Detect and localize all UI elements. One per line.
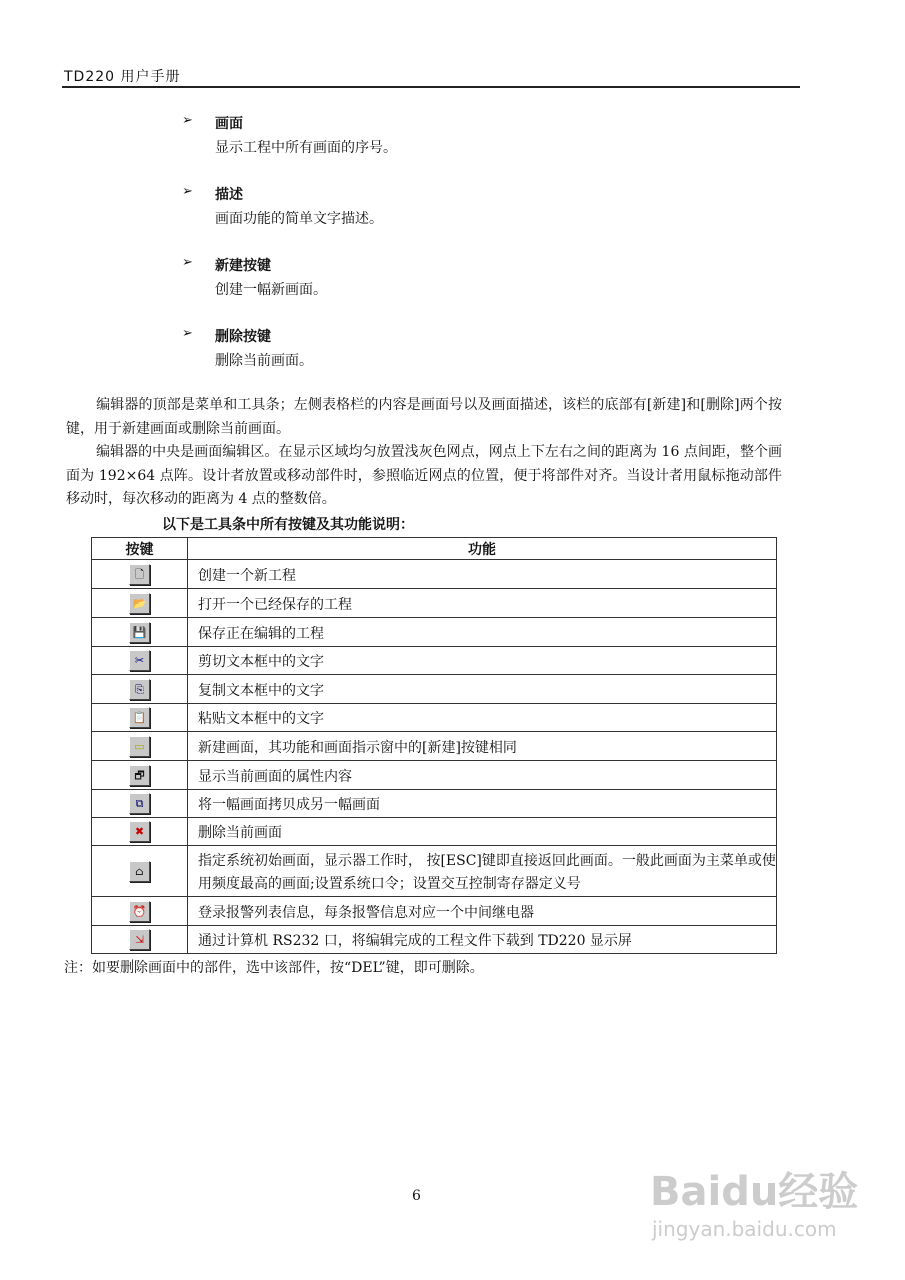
function-cell: 复制文本框中的文字 xyxy=(188,675,777,704)
table-caption: 以下是工具条中所有按键及其功能说明： xyxy=(162,517,414,533)
function-cell: 登录报警列表信息，每条报警信息对应一个中间继电器 xyxy=(188,897,777,926)
scissors-icon: ✂ xyxy=(129,650,150,671)
page-number: 6 xyxy=(412,1188,421,1204)
home-icon: ⌂ xyxy=(129,861,150,882)
baidu-watermark xyxy=(650,1160,858,1241)
function-cell: 创建一个新工程 xyxy=(188,560,777,589)
key-cell xyxy=(92,732,188,761)
header-rule xyxy=(62,86,800,88)
table-row xyxy=(92,704,777,732)
table-row xyxy=(92,926,777,954)
copy-icon: ⎘ xyxy=(129,679,150,700)
new-file-icon: 🗋 xyxy=(129,564,150,585)
key-cell xyxy=(92,926,188,954)
key-cell xyxy=(92,846,188,897)
watermark-url: jingyan.baidu.com xyxy=(652,1217,837,1241)
new-screen-icon: ▭ xyxy=(129,736,150,757)
table-row xyxy=(92,846,777,897)
function-cell: 将一幅画面拷贝成另一幅画面 xyxy=(188,790,777,818)
table-row xyxy=(92,647,777,675)
key-cell xyxy=(92,897,188,926)
paragraph-text: 编辑器的中央是画面编辑区。在显示区域均匀放置浅灰色网点，网点上下左右之间的距离为 16 点间距，整个画面为 192×64 点阵。设计者放置或移动部件时，参照临近网点的位置，便于将部件对齐。当设计者用鼠标拖动部件移动时，每次移动的距离为 4 点的整数倍。 xyxy=(66,444,782,507)
key-cell xyxy=(92,818,188,846)
table-row xyxy=(92,618,777,647)
bullet-desc: 创建一幅新画面。 xyxy=(215,282,327,298)
function-cell: 剪切文本框中的文字 xyxy=(188,647,777,675)
table-row xyxy=(92,818,777,846)
note: 注：如要删除画面中的部件，选中该部件，按“DEL”键，即可删除。 xyxy=(64,960,484,976)
table-row xyxy=(92,790,777,818)
table-row xyxy=(92,732,777,761)
function-cell: 显示当前画面的属性内容 xyxy=(188,761,777,790)
alarm-clock-icon: ⏰ xyxy=(129,901,150,922)
paste-icon: 📋 xyxy=(129,707,150,728)
table-row xyxy=(92,761,777,790)
bullet-arrow-icon: ➢ xyxy=(182,326,193,341)
paragraph-1 xyxy=(66,394,782,441)
properties-icon: 🗗 xyxy=(129,765,150,786)
watermark-brand: Baidu经验 xyxy=(650,1169,859,1215)
function-cell: 删除当前画面 xyxy=(188,818,777,846)
open-folder-icon: 📂 xyxy=(129,593,150,614)
key-cell xyxy=(92,589,188,618)
key-cell xyxy=(92,560,188,589)
function-cell: 保存正在编辑的工程 xyxy=(188,618,777,647)
table-row xyxy=(92,589,777,618)
bullet-title: 画面 xyxy=(215,116,243,132)
function-cell: 指定系统初始画面，显示器工作时， 按[ESC]键即直接返回此画面。一般此画面为主菜单或使用频度最高的画面;设置系统口令；设置交互控制寄存器定义号 xyxy=(188,846,777,897)
header-key: 按键 xyxy=(92,538,188,560)
function-cell: 打开一个已经保存的工程 xyxy=(188,589,777,618)
key-cell xyxy=(92,618,188,647)
function-cell: 粘贴文本框中的文字 xyxy=(188,704,777,732)
function-cell: 通过计算机 RS232 口，将编辑完成的工程文件下载到 TD220 显示屏 xyxy=(188,926,777,954)
paragraph-2 xyxy=(66,441,782,512)
table-row xyxy=(92,560,777,589)
bullet-arrow-icon: ➢ xyxy=(182,184,193,199)
bullet-title: 删除按键 xyxy=(215,329,271,345)
paragraph-text: 编辑器的顶部是菜单和工具条；左侧表格栏的内容是画面号以及画面描述，该栏的底部有[新建]和[删除]两个按键，用于新建画面或删除当前画面。 xyxy=(66,397,782,437)
table-row xyxy=(92,897,777,926)
bullet-desc: 画面功能的简单文字描述。 xyxy=(215,211,383,227)
bullet-arrow-icon: ➢ xyxy=(182,113,193,128)
copy-screen-icon: ⧉ xyxy=(129,793,150,814)
bullet-title: 描述 xyxy=(215,187,243,203)
header-function: 功能 xyxy=(188,538,777,560)
bullet-arrow-icon: ➢ xyxy=(182,255,193,270)
save-disk-icon: 💾 xyxy=(129,622,150,643)
delete-screen-icon: ✖ xyxy=(129,821,150,842)
running-header: TD220 用户手册 xyxy=(64,69,181,85)
key-cell xyxy=(92,704,188,732)
function-cell: 新建画面，其功能和画面指示窗中的[新建]按键相同 xyxy=(188,732,777,761)
key-cell xyxy=(92,761,188,790)
download-icon: ⇲ xyxy=(129,929,150,950)
toolbar-table xyxy=(91,537,777,954)
bullet-desc: 显示工程中所有画面的序号。 xyxy=(215,140,397,156)
bullet-title: 新建按键 xyxy=(215,258,271,274)
bullet-desc: 删除当前画面。 xyxy=(215,353,313,369)
key-cell xyxy=(92,647,188,675)
key-cell xyxy=(92,675,188,704)
key-cell xyxy=(92,790,188,818)
table-row xyxy=(92,675,777,704)
